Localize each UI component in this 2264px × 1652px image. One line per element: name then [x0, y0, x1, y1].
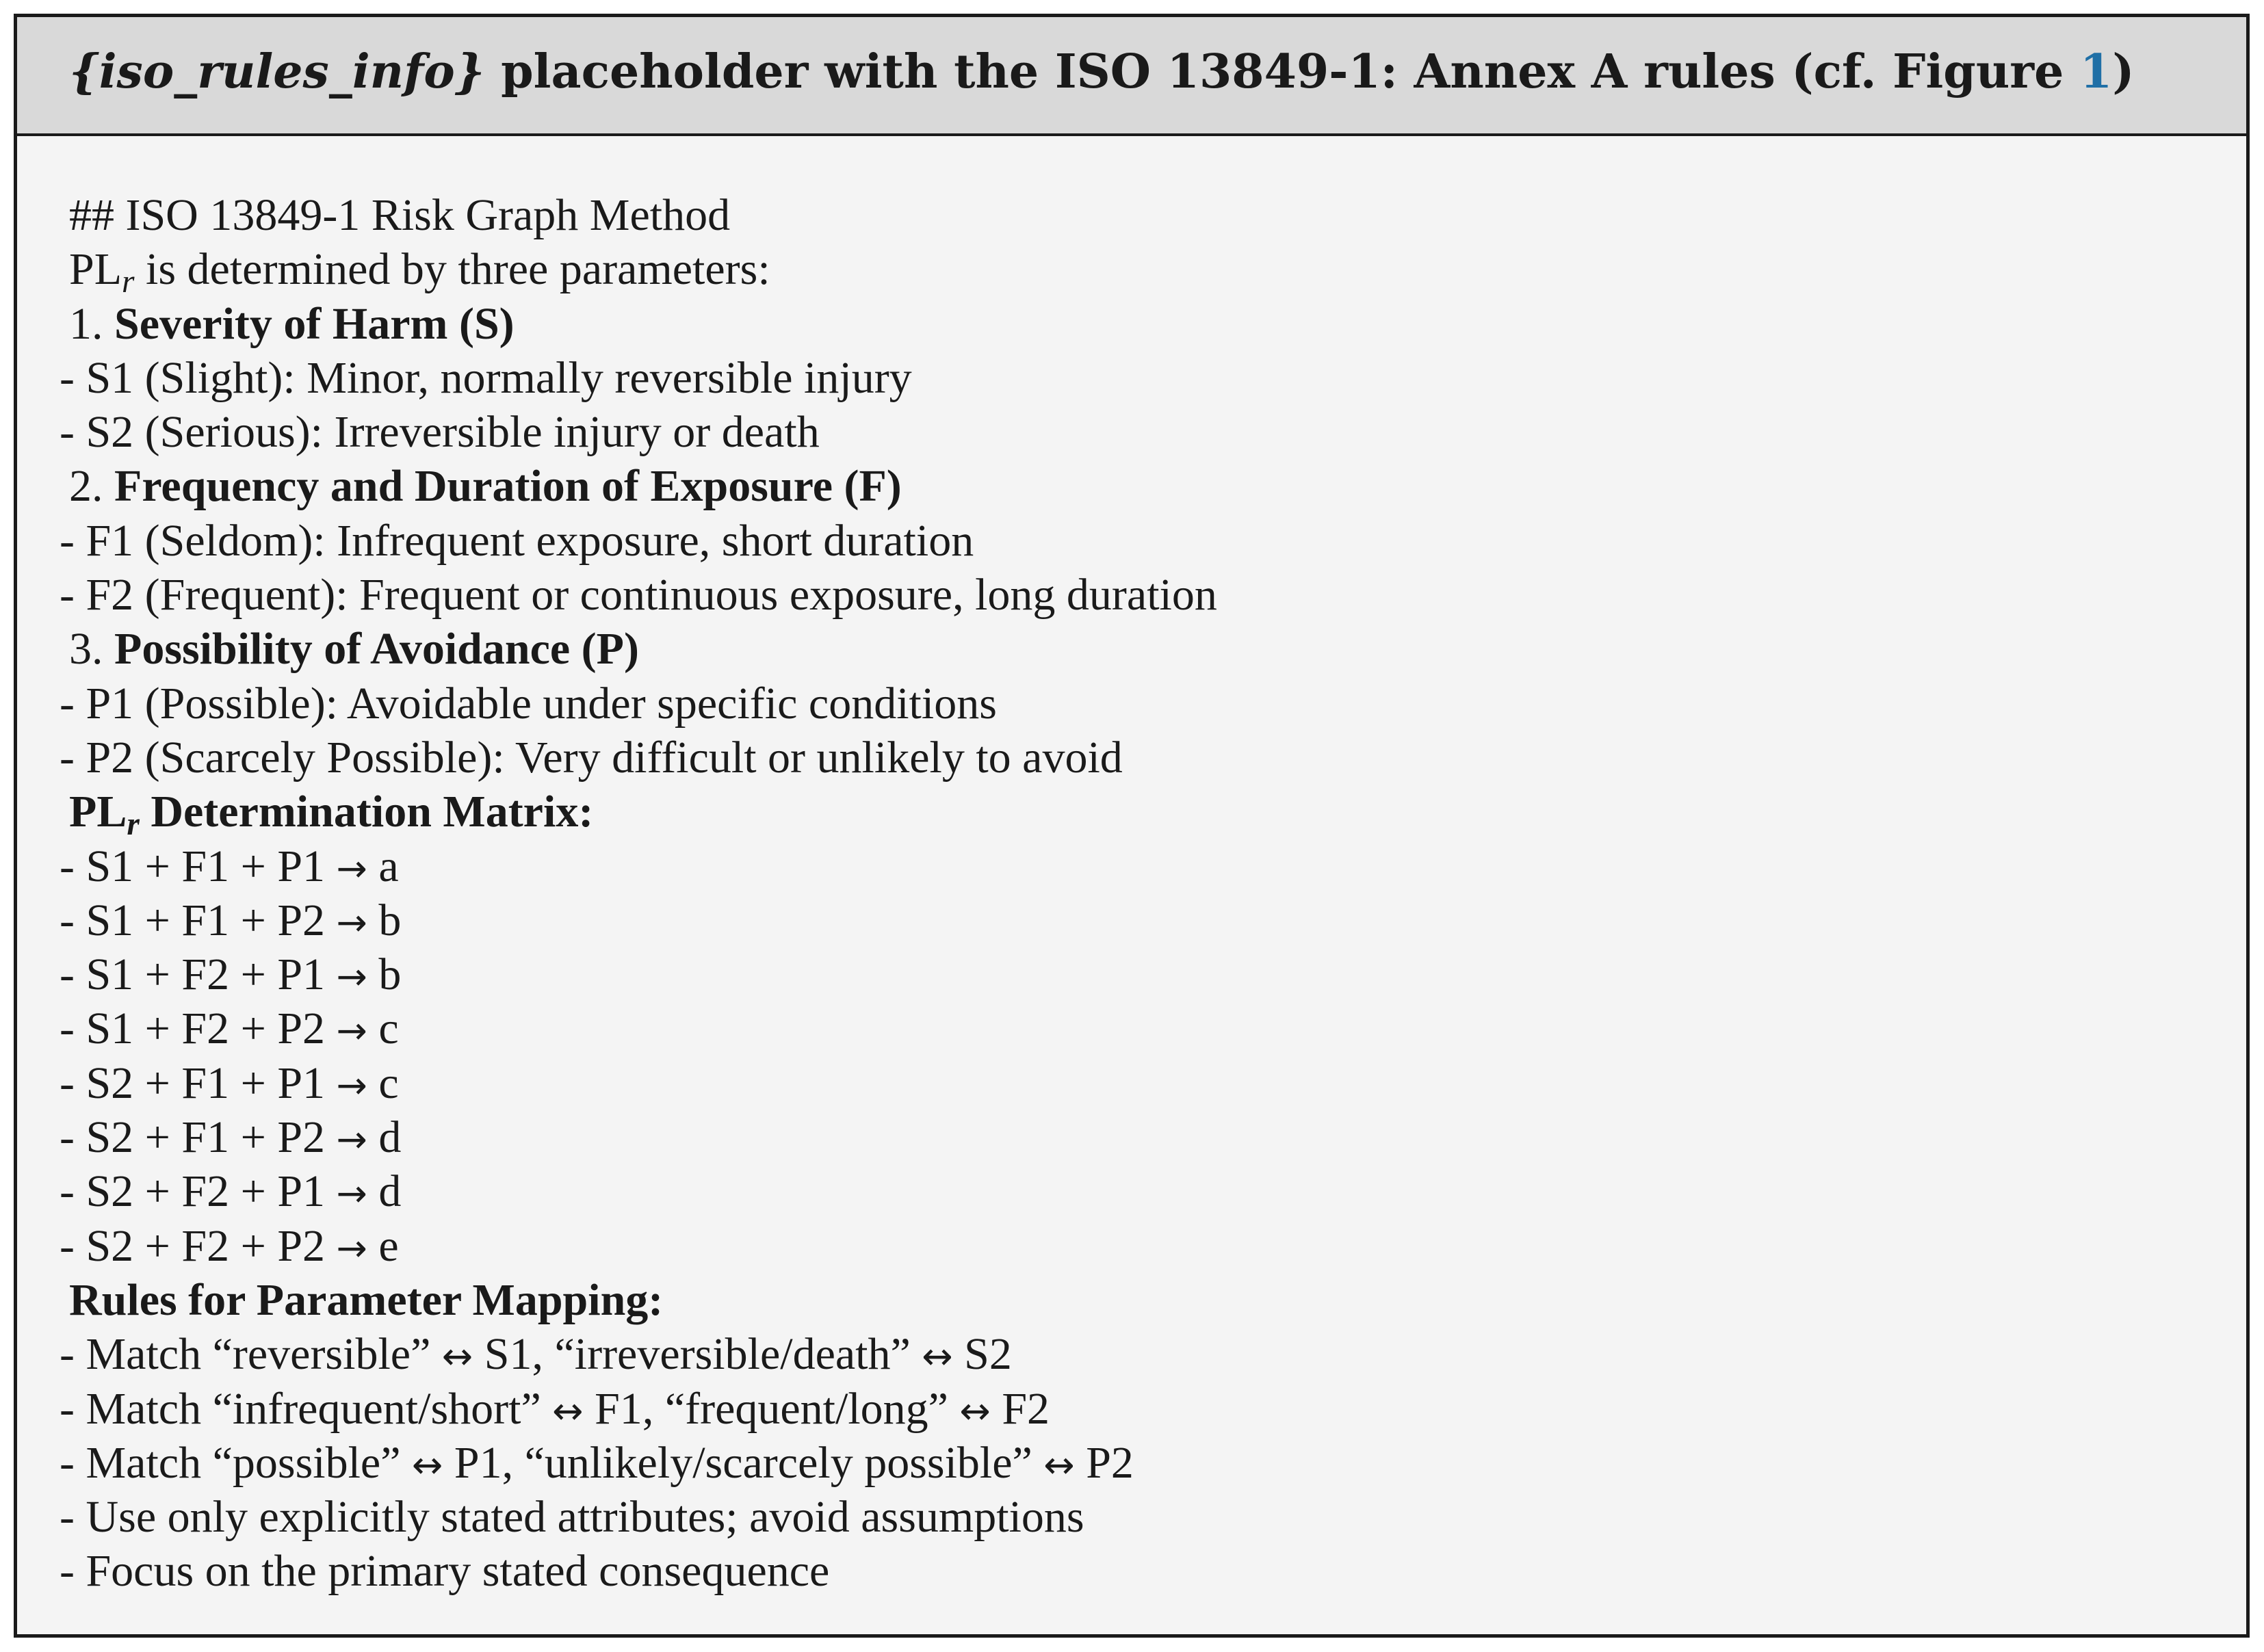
mapping-target-b: F2 — [1002, 1383, 1050, 1434]
left-right-arrow-icon: ↔ — [552, 1389, 584, 1432]
rules-box — [14, 14, 2250, 1638]
matrix-heading — [69, 785, 2205, 843]
matrix-heading-pl: PL — [69, 787, 127, 837]
figure-ref-link[interactable]: 1 — [2080, 44, 2113, 99]
matrix-row — [60, 1001, 2205, 1056]
mapping-target-a: S1 — [484, 1329, 532, 1380]
section-heading — [69, 297, 2205, 351]
intro-pl: PL — [69, 244, 122, 295]
mapping-term-a: “reversible” — [212, 1329, 431, 1380]
right-arrow-icon: → — [336, 1063, 367, 1107]
matrix-result: c — [378, 1058, 399, 1108]
section-number: 2. — [69, 461, 114, 512]
section-item: - S2 (Serious): Irreversible injury or death — [60, 407, 820, 458]
mapping-target-b: S2 — [964, 1329, 1012, 1380]
matrix-combo: - S1 + F1 + P1 — [60, 841, 326, 891]
matrix-row — [60, 839, 2205, 893]
matrix-heading-rest: Determination Matrix: — [139, 787, 594, 837]
right-arrow-icon: → — [336, 1118, 367, 1162]
mapping-target-b: P2 — [1086, 1437, 1134, 1488]
left-right-arrow-icon: ↔ — [412, 1443, 443, 1486]
matrix-result: b — [378, 895, 402, 945]
matrix-combo: - S1 + F2 + P2 — [60, 1004, 326, 1054]
matrix-row — [60, 1219, 2205, 1273]
matrix-result: c — [378, 1004, 399, 1054]
mapping-term-b: “frequent/long” — [664, 1383, 948, 1434]
mapping-term-b: “unlikely/scarcely possible” — [524, 1437, 1032, 1488]
matrix-row — [60, 1110, 2205, 1164]
mapping-prefix: - Match — [60, 1329, 213, 1380]
matrix-row — [60, 893, 2205, 947]
intro-rest: is determined by three parameters: — [134, 244, 770, 295]
right-arrow-icon: → — [336, 955, 367, 999]
matrix-result: e — [378, 1220, 399, 1271]
mapping-term-b: “irreversible/death” — [554, 1329, 911, 1380]
mapping-term-a: “possible” — [212, 1437, 401, 1488]
matrix-result: d — [378, 1166, 402, 1217]
matrix-heading-sub: r — [127, 807, 140, 843]
section-heading — [69, 622, 2205, 676]
matrix-combo: - S2 + F2 + P2 — [60, 1220, 326, 1271]
matrix-row — [60, 947, 2205, 1001]
intro-pl-sub: r — [122, 264, 135, 300]
left-right-arrow-icon: ↔ — [441, 1335, 473, 1378]
intro-line — [69, 242, 2205, 300]
section-heading — [69, 459, 2205, 513]
placeholder-name: {iso_rules_info} — [69, 44, 485, 99]
mapping-rule: - Match “reversible” ↔ S1, “irreversible/death” ↔ S2 — [60, 1329, 1012, 1380]
section-number: 1. — [69, 298, 114, 349]
matrix-combo: - S2 + F1 + P1 — [60, 1058, 326, 1108]
matrix-combo: - S1 + F1 + P2 — [60, 895, 326, 945]
left-right-arrow-icon: ↔ — [922, 1335, 953, 1378]
left-right-arrow-icon: ↔ — [959, 1389, 991, 1432]
box-body — [60, 188, 2205, 1599]
method-heading: ## ISO 13849-1 Risk Graph Method — [69, 190, 731, 240]
section-number: 3. — [69, 624, 114, 674]
mapping-prefix: - Match — [60, 1437, 213, 1488]
right-arrow-icon: → — [336, 1172, 367, 1216]
mapping-target-a: P1 — [454, 1437, 502, 1488]
section-item: - F1 (Seldom): Infrequent exposure, short duration — [60, 515, 974, 566]
matrix-combo: - S1 + F2 + P1 — [60, 949, 326, 1000]
mapping-term-a: “infrequent/short” — [212, 1383, 541, 1434]
matrix-row — [60, 1164, 2205, 1218]
section-item: - F2 (Frequent): Frequent or continuous exposure, long duration — [60, 570, 1217, 620]
matrix-result: a — [378, 841, 399, 891]
section-title: Severity of Harm (S) — [114, 298, 515, 349]
box-header — [17, 17, 2246, 136]
rules-heading: Rules for Parameter Mapping: — [69, 1274, 664, 1325]
left-right-arrow-icon: ↔ — [1043, 1443, 1075, 1486]
rule-note: - Use only explicitly stated attributes; avoid assumptions — [60, 1492, 1084, 1543]
section-item: - S1 (Slight): Minor, normally reversible injury — [60, 352, 912, 403]
title-close-paren: ) — [2112, 44, 2135, 99]
matrix-combo: - S2 + F1 + P2 — [60, 1112, 326, 1163]
right-arrow-icon: → — [336, 1226, 367, 1270]
matrix-combo: - S2 + F2 + P1 — [60, 1166, 326, 1217]
right-arrow-icon: → — [336, 1009, 367, 1053]
section-item: - P1 (Possible): Avoidable under specific conditions — [60, 678, 997, 729]
section-title: Possibility of Avoidance (P) — [114, 624, 639, 674]
rule-note: - Focus on the primary stated consequence — [60, 1546, 830, 1597]
matrix-row — [60, 1056, 2205, 1110]
section-title: Frequency and Duration of Exposure (F) — [114, 461, 902, 512]
matrix-result: b — [378, 949, 402, 1000]
matrix-result: d — [378, 1112, 402, 1163]
right-arrow-icon: → — [336, 846, 367, 890]
box-title — [69, 38, 2135, 106]
mapping-rule: - Match “possible” ↔ P1, “unlikely/scarcely possible” ↔ P2 — [60, 1437, 1134, 1488]
title-text: placeholder with the ISO 13849-1: Annex A rules (cf. Figure — [484, 44, 2081, 99]
mapping-rule: - Match “infrequent/short” ↔ F1, “frequent/long” ↔ F2 — [60, 1383, 1050, 1434]
right-arrow-icon: → — [336, 900, 367, 944]
section-item: - P2 (Scarcely Possible): Very difficult or unlikely to avoid — [60, 732, 1123, 783]
mapping-prefix: - Match — [60, 1383, 213, 1434]
mapping-target-a: F1 — [595, 1383, 642, 1434]
